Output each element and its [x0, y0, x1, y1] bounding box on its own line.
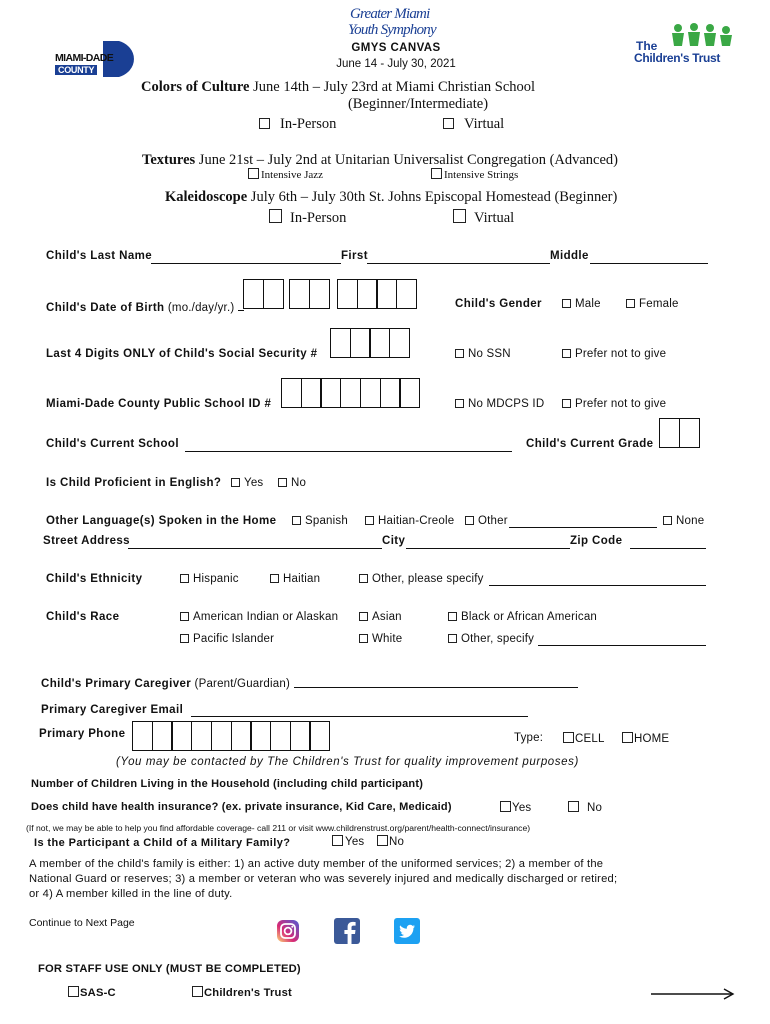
- english-no-option[interactable]: [278, 477, 306, 489]
- insurance-yes-label: Yes: [512, 802, 532, 814]
- eth-other-label: Other, please specify: [372, 573, 484, 585]
- staff-trust-checkbox[interactable]: [192, 986, 203, 997]
- eth-hispanic-option[interactable]: [180, 573, 239, 585]
- school-id-prefer-not-label: Prefer not to give: [575, 398, 667, 410]
- next-page-arrow-icon: [650, 987, 736, 1001]
- ssn-label: Last 4 Digits ONLY of Child's Social Security #: [46, 348, 318, 360]
- lang-other-checkbox[interactable]: [465, 516, 474, 525]
- military-definition-line1: A member of the child's family is either: 1) an active duty member of the uniformed services; 2) a member of the: [29, 858, 604, 870]
- program-textures: [142, 152, 618, 169]
- race-black-label: Black or African American: [461, 611, 598, 623]
- eth-haitian-label: Haitian: [283, 573, 321, 585]
- race-label: Child's Race: [46, 611, 120, 623]
- lang-haitian-creole-label: Haitian-Creole: [378, 515, 455, 527]
- insurance-note: (If not, we may be able to help you find affordable coverage- call 211 or visit www.childrenstrust.org/parent/health-connect/insurance): [26, 823, 531, 833]
- digit-box[interactable]: [357, 279, 378, 309]
- kaleidoscope-in-person-checkbox[interactable]: [269, 209, 282, 223]
- dob-year-boxes[interactable]: [337, 279, 416, 309]
- race-white-label: White: [372, 633, 403, 645]
- school-id-boxes[interactable]: [281, 378, 419, 408]
- program-colors-name: Colors of Culture: [141, 79, 250, 95]
- digit-box[interactable]: [337, 279, 358, 309]
- lang-none-label: None: [676, 515, 705, 527]
- race-white-option[interactable]: [359, 633, 402, 645]
- colors-virtual-option[interactable]: [443, 116, 504, 133]
- eth-other-checkbox[interactable]: [359, 574, 368, 583]
- race-other-option[interactable]: [448, 633, 534, 645]
- trust-logo-line2: Children's Trust: [634, 51, 721, 65]
- city-field[interactable]: [406, 548, 570, 549]
- current-school-field[interactable]: [185, 451, 512, 452]
- digit-box[interactable]: [659, 418, 680, 448]
- no-mdcps-label: No MDCPS ID: [468, 398, 545, 410]
- zip-code-field[interactable]: [630, 548, 706, 549]
- staff-sas-label: SAS-C: [80, 987, 116, 999]
- middle-name-label: Middle: [550, 250, 589, 262]
- insurance-no-label: No: [587, 802, 603, 814]
- insurance-label: Does child have health insurance? (ex. private insurance, Kid Care, Medicaid): [31, 801, 452, 813]
- program-colors-details: June 14th – July 23rd at Miami Christian School: [249, 79, 536, 95]
- dob-label-text: Child's Date of Birth: [46, 302, 165, 314]
- twitter-icon[interactable]: [394, 918, 420, 944]
- digit-box[interactable]: [396, 279, 417, 309]
- ssn-boxes[interactable]: [330, 328, 409, 358]
- staff-sas-checkbox[interactable]: [68, 986, 79, 997]
- facebook-icon[interactable]: [334, 918, 360, 944]
- dob-underline: [238, 310, 244, 311]
- eth-other-option[interactable]: [359, 573, 484, 585]
- colors-in-person-option[interactable]: [259, 116, 336, 133]
- digit-box[interactable]: [270, 721, 291, 751]
- no-mdcps-option[interactable]: [455, 398, 544, 410]
- dob-hint: (mo./day/yr.): [164, 302, 235, 314]
- insurance-no-checkbox[interactable]: [568, 801, 579, 812]
- digit-box[interactable]: [679, 418, 700, 448]
- ssn-prefer-not-label: Prefer not to give: [575, 348, 667, 360]
- race-other-field[interactable]: [538, 645, 706, 646]
- military-definition-line2: National Guard or reserves; 3) a member or veteran who was severely injured and medically discharged or retired;: [29, 873, 618, 885]
- colors-virtual-checkbox[interactable]: [443, 118, 454, 129]
- race-asian-option[interactable]: [359, 611, 402, 623]
- insurance-yes-checkbox[interactable]: [500, 801, 511, 812]
- street-address-field[interactable]: [128, 548, 382, 549]
- military-label: Is the Participant a Child of a Military Family?: [34, 837, 291, 849]
- colors-in-person-checkbox[interactable]: [259, 118, 270, 129]
- caregiver-label-text: Child's Primary Caregiver: [41, 678, 192, 690]
- english-proficient-label: Is Child Proficient in English?: [46, 477, 222, 489]
- lang-none-checkbox[interactable]: [663, 516, 672, 525]
- county-logo-line2: COUNTY: [55, 65, 97, 75]
- digit-box[interactable]: [320, 378, 341, 408]
- continue-next-page: Continue to Next Page: [29, 917, 135, 929]
- digit-box[interactable]: [380, 378, 401, 408]
- digit-box[interactable]: [132, 721, 153, 751]
- gmys-logo-line1: Greater Miami: [350, 6, 430, 22]
- digit-box[interactable]: [243, 279, 264, 309]
- phone-cell-checkbox[interactable]: [563, 732, 574, 743]
- kaleidoscope-virtual-checkbox[interactable]: [453, 209, 466, 223]
- current-grade-boxes[interactable]: [659, 418, 698, 448]
- first-name-label: First: [341, 250, 368, 262]
- gender-female-option[interactable]: [626, 298, 679, 310]
- military-yes-checkbox[interactable]: [332, 835, 343, 846]
- staff-trust-option[interactable]: [192, 986, 292, 999]
- digit-box[interactable]: [231, 721, 252, 751]
- gender-male-checkbox[interactable]: [562, 299, 571, 308]
- digit-box[interactable]: [289, 279, 310, 309]
- street-address-label: Street Address: [43, 535, 130, 547]
- contact-note: (You may be contacted by The Children's Trust for quality improvement purposes): [116, 756, 579, 768]
- caregiver-hint: (Parent/Guardian): [191, 678, 290, 690]
- colors-in-person-label: In-Person: [280, 116, 337, 132]
- middle-name-field[interactable]: [590, 263, 708, 264]
- caregiver-email-field[interactable]: [191, 716, 528, 717]
- textures-jazz-option[interactable]: [248, 168, 323, 181]
- race-white-checkbox[interactable]: [359, 634, 368, 643]
- digit-box[interactable]: [376, 279, 397, 309]
- lang-other-field[interactable]: [509, 527, 657, 528]
- current-school-label: Child's Current School: [46, 438, 179, 450]
- digit-box[interactable]: [399, 378, 420, 408]
- digit-box[interactable]: [152, 721, 173, 751]
- phone-type-label: Type:: [514, 732, 544, 744]
- dob-label: [46, 298, 234, 316]
- staff-trust-label: Children's Trust: [204, 987, 292, 999]
- digit-box[interactable]: [330, 328, 351, 358]
- lang-spanish-option[interactable]: [292, 515, 348, 527]
- digit-box[interactable]: [171, 721, 192, 751]
- no-ssn-checkbox[interactable]: [455, 349, 464, 358]
- race-asian-checkbox[interactable]: [359, 612, 368, 621]
- digit-box[interactable]: [281, 378, 302, 408]
- other-language-label: Other Language(s) Spoken in the Home: [46, 515, 277, 527]
- gender-male-option[interactable]: [562, 298, 601, 310]
- race-native-label: American Indian or Alaskan: [193, 611, 339, 623]
- caregiver-email-label: Primary Caregiver Email: [41, 704, 184, 716]
- digit-box[interactable]: [309, 721, 330, 751]
- digit-box[interactable]: [340, 378, 361, 408]
- digit-box[interactable]: [360, 378, 381, 408]
- textures-strings-option[interactable]: [431, 168, 518, 181]
- staff-sas-option[interactable]: [68, 986, 116, 999]
- textures-jazz-label: Intensive Jazz: [261, 169, 323, 181]
- staff-use-title: FOR STAFF USE ONLY (MUST BE COMPLETED): [38, 963, 301, 975]
- eth-hispanic-checkbox[interactable]: [180, 574, 189, 583]
- lang-other-option[interactable]: [465, 515, 508, 527]
- digit-box[interactable]: [290, 721, 311, 751]
- textures-strings-checkbox[interactable]: [431, 168, 442, 179]
- phone-cell-option[interactable]: [563, 732, 605, 745]
- no-ssn-option[interactable]: [455, 348, 511, 360]
- kaleidoscope-virtual-label: Virtual: [474, 210, 515, 226]
- eth-other-field[interactable]: [489, 585, 706, 586]
- county-logo-line1: MIAMI-DADE: [55, 52, 114, 64]
- eth-haitian-checkbox[interactable]: [270, 574, 279, 583]
- school-id-prefer-not-option[interactable]: [562, 398, 666, 410]
- military-no-option[interactable]: [377, 835, 404, 848]
- household-label: Number of Children Living in the Household (including child participant): [31, 778, 424, 790]
- digit-box[interactable]: [301, 378, 322, 408]
- ssn-prefer-not-checkbox[interactable]: [562, 349, 571, 358]
- digit-box[interactable]: [309, 279, 330, 309]
- race-black-option[interactable]: [448, 611, 597, 623]
- program-dates: June 14 - July 30, 2021: [336, 58, 456, 70]
- race-pacific-label: Pacific Islander: [193, 633, 275, 645]
- military-yes-label: Yes: [345, 836, 365, 848]
- textures-strings-label: Intensive Strings: [444, 169, 519, 181]
- english-no-label: No: [291, 477, 307, 489]
- race-pacific-checkbox[interactable]: [180, 634, 189, 643]
- gender-male-label: Male: [575, 298, 601, 310]
- program-colors-level: (Beginner/Intermediate): [347, 96, 489, 112]
- lang-haitian-creole-checkbox[interactable]: [365, 516, 374, 525]
- digit-box[interactable]: [263, 279, 284, 309]
- program-colors-of-culture: [141, 79, 535, 96]
- race-asian-label: Asian: [372, 611, 402, 623]
- program-textures-details: June 21st – July 2nd at Unitarian Universalist Congregation (Advanced): [195, 152, 619, 168]
- insurance-no-option[interactable]: [568, 801, 602, 814]
- current-grade-label: Child's Current Grade: [526, 438, 654, 450]
- program-kaleidoscope: [165, 189, 617, 206]
- school-id-label: Miami-Dade County Public School ID #: [46, 398, 272, 410]
- english-yes-label: Yes: [244, 477, 264, 489]
- last-name-label: Child's Last Name: [46, 250, 153, 262]
- lang-none-option[interactable]: [663, 515, 704, 527]
- ssn-prefer-not-option[interactable]: [562, 348, 666, 360]
- caregiver-field[interactable]: [294, 687, 578, 688]
- trust-logo-line1: The: [636, 39, 658, 53]
- insurance-yes-option[interactable]: [500, 801, 531, 814]
- lang-other-label: Other: [478, 515, 508, 527]
- gmys-logo: [348, 6, 448, 42]
- eth-haitian-option[interactable]: [270, 573, 320, 585]
- primary-phone-label: Primary Phone: [39, 728, 126, 740]
- phone-cell-label: CELL: [575, 733, 605, 745]
- digit-box[interactable]: [211, 721, 232, 751]
- kaleidoscope-in-person-label: In-Person: [290, 210, 347, 226]
- no-ssn-label: No SSN: [468, 348, 511, 360]
- military-definition-line3: or 4) A member killed in the line of duty.: [29, 888, 233, 900]
- eth-hispanic-label: Hispanic: [193, 573, 239, 585]
- first-name-field[interactable]: [367, 263, 550, 264]
- no-mdcps-checkbox[interactable]: [455, 399, 464, 408]
- lang-spanish-label: Spanish: [305, 515, 348, 527]
- digit-box[interactable]: [250, 721, 271, 751]
- dob-day-boxes[interactable]: [289, 279, 328, 309]
- gender-label: Child's Gender: [455, 298, 542, 310]
- dob-month-boxes[interactable]: [243, 279, 282, 309]
- phone-home-option[interactable]: [622, 732, 669, 745]
- ethnicity-label: Child's Ethnicity: [46, 573, 143, 585]
- kaleidoscope-in-person-option[interactable]: [269, 209, 346, 227]
- english-yes-checkbox[interactable]: [231, 478, 240, 487]
- gender-female-checkbox[interactable]: [626, 299, 635, 308]
- lang-spanish-checkbox[interactable]: [292, 516, 301, 525]
- military-yes-option[interactable]: [332, 835, 364, 848]
- form-title: GMYS CANVAS: [351, 42, 441, 54]
- digit-box[interactable]: [389, 328, 410, 358]
- school-id-prefer-not-checkbox[interactable]: [562, 399, 571, 408]
- zip-code-label: Zip Code: [570, 535, 623, 547]
- program-kaleidoscope-name: Kaleidoscope: [165, 189, 248, 205]
- military-no-label: No: [389, 836, 405, 848]
- race-native-option[interactable]: [180, 611, 338, 623]
- last-name-field[interactable]: [151, 263, 341, 264]
- primary-phone-boxes[interactable]: [132, 721, 329, 751]
- digit-box[interactable]: [350, 328, 371, 358]
- city-label: City: [382, 535, 406, 547]
- phone-home-label: HOME: [634, 733, 670, 745]
- race-other-label: Other, specify: [461, 633, 535, 645]
- program-kaleidoscope-details: July 6th – July 30th St. Johns Episcopal Homestead (Beginner): [247, 189, 618, 205]
- digit-box[interactable]: [369, 328, 390, 358]
- caregiver-label: [41, 674, 290, 692]
- colors-virtual-label: Virtual: [464, 116, 505, 132]
- race-other-checkbox[interactable]: [448, 634, 457, 643]
- kaleidoscope-virtual-option[interactable]: [453, 209, 514, 227]
- digit-box[interactable]: [191, 721, 212, 751]
- textures-jazz-checkbox[interactable]: [248, 168, 259, 179]
- race-pacific-option[interactable]: [180, 633, 274, 645]
- gmys-logo-line2: Youth Symphony: [348, 22, 436, 38]
- english-no-checkbox[interactable]: [278, 478, 287, 487]
- lang-haitian-creole-option[interactable]: [365, 515, 454, 527]
- race-native-checkbox[interactable]: [180, 612, 189, 621]
- military-no-checkbox[interactable]: [377, 835, 388, 846]
- race-black-checkbox[interactable]: [448, 612, 457, 621]
- program-textures-name: Textures: [142, 152, 196, 168]
- gender-female-label: Female: [639, 298, 679, 310]
- phone-home-checkbox[interactable]: [622, 732, 633, 743]
- instagram-icon[interactable]: [276, 919, 300, 943]
- english-yes-option[interactable]: [231, 477, 263, 489]
